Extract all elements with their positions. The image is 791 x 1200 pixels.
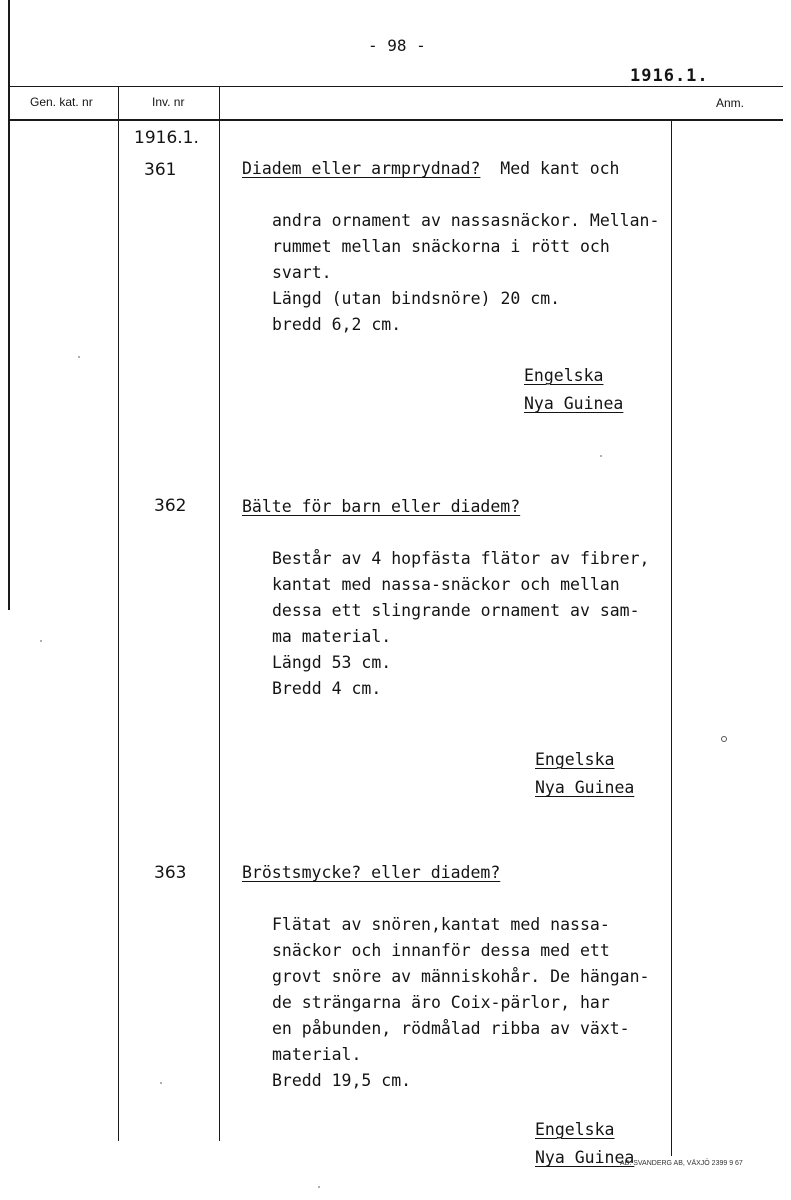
description-line: ma material.	[272, 627, 392, 646]
description-line: Bredd 19,5 cm.	[272, 1071, 412, 1090]
scan-speck	[318, 1186, 320, 1188]
entry-location	[524, 362, 623, 418]
description-line: Flätat av snören,kantat med nassa-	[272, 915, 610, 934]
scan-speck	[40, 640, 42, 642]
description-line: en påbunden, rödmålad ribba av växt-	[272, 1019, 630, 1038]
description-line: snäckor och innanför dessa med ett	[272, 941, 610, 960]
page-number: - 98 -	[368, 36, 426, 55]
column-header-inv-nr: Inv. nr	[152, 95, 185, 109]
description-line: andra ornament av nassasnäckor. Mellan-	[272, 211, 660, 230]
left-margin-rule	[8, 0, 10, 610]
description-line: Består av 4 hopfästa flätor av fibrer,	[272, 549, 650, 568]
entry-title: Bälte för barn eller diadem?	[242, 497, 521, 516]
entry-description	[272, 886, 650, 1120]
description-line: svart.	[272, 263, 332, 282]
entry-title-line	[242, 494, 520, 520]
entry-title-line	[242, 156, 620, 182]
inventory-number: 361	[144, 160, 177, 180]
description-line: Längd 53 cm.	[272, 653, 392, 672]
location-line: Nya Guinea	[535, 778, 635, 797]
description-line: de strängarna äro Coix-pärlor, har	[272, 993, 610, 1012]
scan-speck	[78, 356, 80, 358]
description-line: Bredd 4 cm.	[272, 679, 382, 698]
entry-title-rest: Med kant och	[480, 159, 620, 178]
column-header-gen-kat-nr: Gen. kat. nr	[30, 95, 93, 109]
description-line: bredd 6,2 cm.	[272, 315, 402, 334]
header-bottom-rule	[8, 119, 783, 121]
location-line: Nya Guinea	[524, 394, 624, 413]
entry-description	[272, 182, 659, 364]
inventory-number: 363	[154, 863, 187, 883]
location-line: Engelska	[535, 1120, 615, 1139]
description-line: Längd (utan bindsnöre) 20 cm.	[272, 289, 561, 308]
entry-title-line	[242, 860, 500, 886]
column-divider-2	[219, 86, 220, 1141]
description-line: kantat med nassa-snäckor och mellan	[272, 575, 620, 594]
description-line: material.	[272, 1045, 362, 1064]
description-line: rummet mellan snäckorna i rött och	[272, 237, 610, 256]
description-line: grovt snöre av människohår. De hängan-	[272, 967, 650, 986]
scan-speck	[721, 736, 727, 742]
column-header-anm: Anm.	[716, 96, 745, 110]
location-line: Engelska	[524, 366, 604, 385]
scan-speck	[600, 455, 602, 457]
entry-title: Bröstsmycke? eller diadem?	[242, 863, 501, 882]
column-divider-3	[671, 121, 672, 1156]
header-top-rule	[8, 86, 783, 87]
location-line: Nya Guinea	[535, 1148, 635, 1167]
footer-imprint: AB. SVANDERG AB, VÄXJÖ 2399 9 67	[620, 1160, 743, 1167]
entry-title: Diadem eller armprydnad?	[242, 159, 481, 178]
inventory-prefix: 1916.1.	[134, 128, 199, 148]
inventory-number: 362	[154, 496, 187, 516]
scan-speck	[160, 1082, 162, 1084]
entry-description	[272, 520, 650, 728]
description-line: dessa ett slingrande ornament av sam-	[272, 601, 640, 620]
header-year: 1916.1.	[630, 66, 709, 86]
location-line: Engelska	[535, 750, 615, 769]
entry-location	[535, 746, 634, 802]
column-divider-1	[118, 86, 119, 1141]
